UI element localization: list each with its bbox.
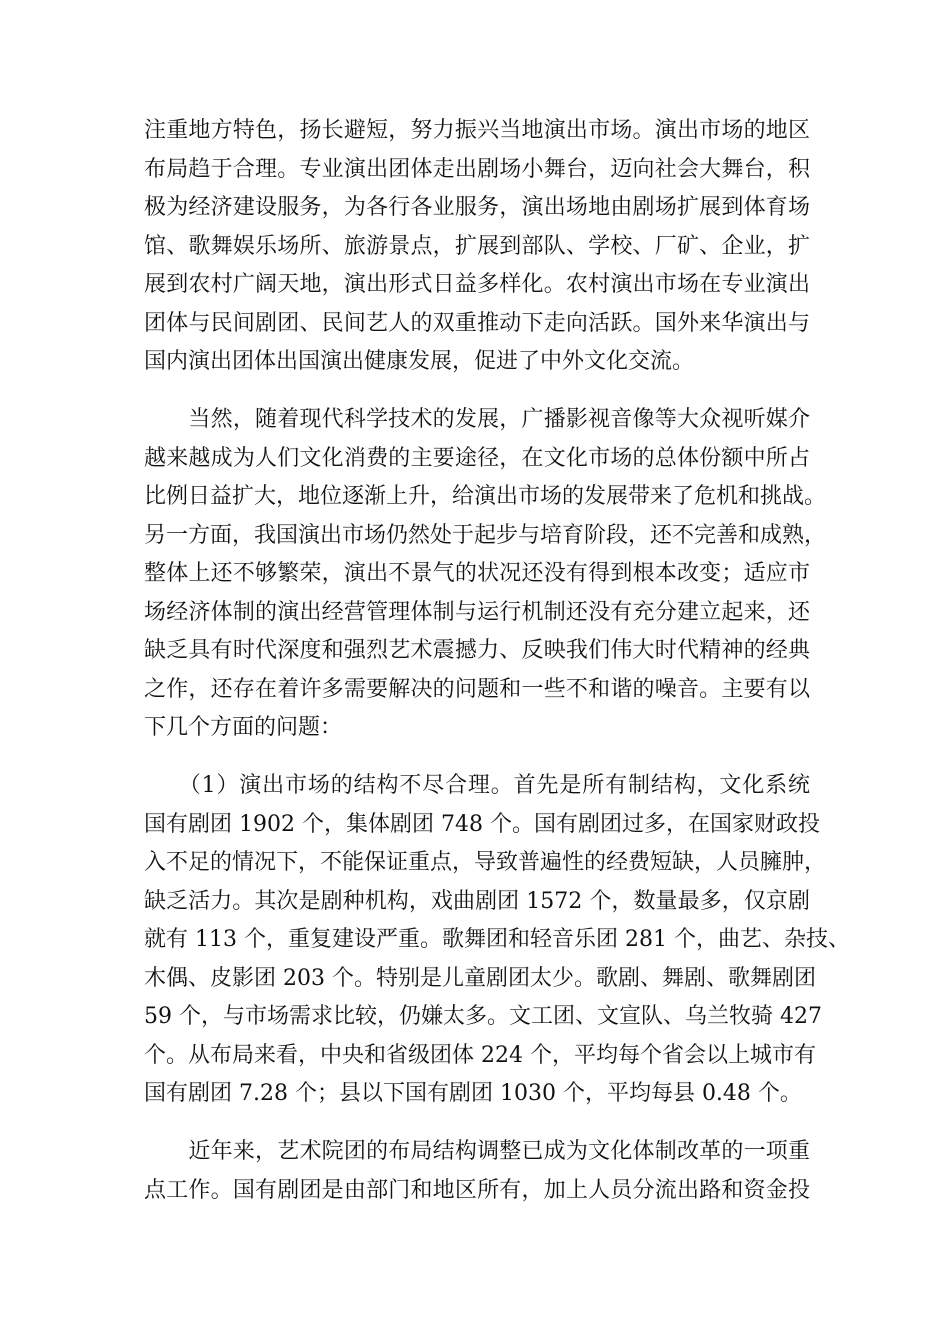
text-line: 缺乏活力。其次是剧种机构，戏曲剧团 1572 个，数量最多，仅京剧 [144, 888, 810, 914]
text-line: 国有剧团 1902 个，集体剧团 748 个。国有剧团过多，在国家财政投 [144, 811, 820, 837]
text-line: 国内演出团体出国演出健康发展，促进了中外文化交流。 [144, 349, 695, 374]
text-line: 木偶、皮影团 203 个。特别是儿童剧团太少。歌剧、舞剧、歌舞剧团 [144, 965, 816, 991]
text-line: 入不足的情况下，不能保证重点，导致普遍性的经费短缺，人员臃肿， [144, 850, 827, 875]
text-line: 注重地方特色，扬长避短，努力振兴当地演出市场。演出市场的地区 [144, 118, 810, 143]
paragraph-4 [144, 1133, 810, 1210]
text-line: 整体上还不够繁荣，演出不景气的状况还没有得到根本改变；适应市 [144, 561, 810, 586]
paragraph-3 [144, 767, 850, 1114]
text-line: 点工作。国有剧团是由部门和地区所有，加上人员分流出路和资金投 [144, 1177, 810, 1203]
text-line: 场经济体制的演出经营管理体制与运行机制还没有充分建立起来，还 [144, 599, 810, 625]
text-line: 越来越成为人们文化消费的主要途径，在文化市场的总体份额中所占 [144, 445, 810, 471]
text-line: 下几个方面的问题： [144, 715, 343, 740]
text-line: 个。从布局来看，中央和省级团体 224 个，平均每个省会以上城市有 [144, 1042, 816, 1068]
text-line: 就有 113 个，重复建设严重。歌舞团和轻音乐团 281 个，曲艺、杂技、 [144, 927, 850, 952]
paragraph-2 [144, 401, 827, 748]
text-line: 团体与民间剧团、民间艺人的双重推动下走向活跃。国外来华演出与 [144, 310, 810, 336]
text-line: 59 个，与市场需求比较，仍嫌太多。文工团、文宣队、乌兰牧骑 427 [144, 1004, 822, 1029]
text-line: 极为经济建设服务，为各行各业服务，演出场地由剧场扩展到体育场 [144, 195, 810, 220]
text-line: 另一方面，我国演出市场仍然处于起步与培育阶段，还不完善和成熟， [144, 522, 827, 548]
text-line: 布局趋于合理。专业演出团体走出剧场小舞台，迈向社会大舞台，积 [144, 156, 810, 182]
text-line: 缺乏具有时代深度和强烈艺术震撼力、反映我们伟大时代精神的经典 [144, 638, 810, 663]
text-line: 近年来，艺术院团的布局结构调整已成为文化体制改革的一项重 [144, 1139, 810, 1164]
text-line: 比例日益扩大，地位逐渐上升，给演出市场的发展带来了危机和挑战。 [144, 484, 827, 509]
text-line: 之作，还存在着许多需要解决的问题和一些不和谐的噪音。主要有以 [144, 676, 810, 702]
text-line: 展到农村广阔天地，演出形式日益多样化。农村演出市场在专业演出 [144, 272, 810, 297]
paragraph-1 [144, 112, 810, 382]
text-line: 国有剧团 7.28 个；县以下国有剧团 1030 个，平均每县 0.48 个。 [144, 1081, 802, 1106]
text-line: 馆、歌舞娱乐场所、旅游景点，扩展到部队、学校、厂矿、企业，扩 [144, 233, 810, 259]
text-line: 当然，随着现代科学技术的发展，广播影视音像等大众视听媒介 [144, 407, 810, 432]
text-line: （1）演出市场的结构不尽合理。首先是所有制结构，文化系统 [144, 773, 810, 798]
